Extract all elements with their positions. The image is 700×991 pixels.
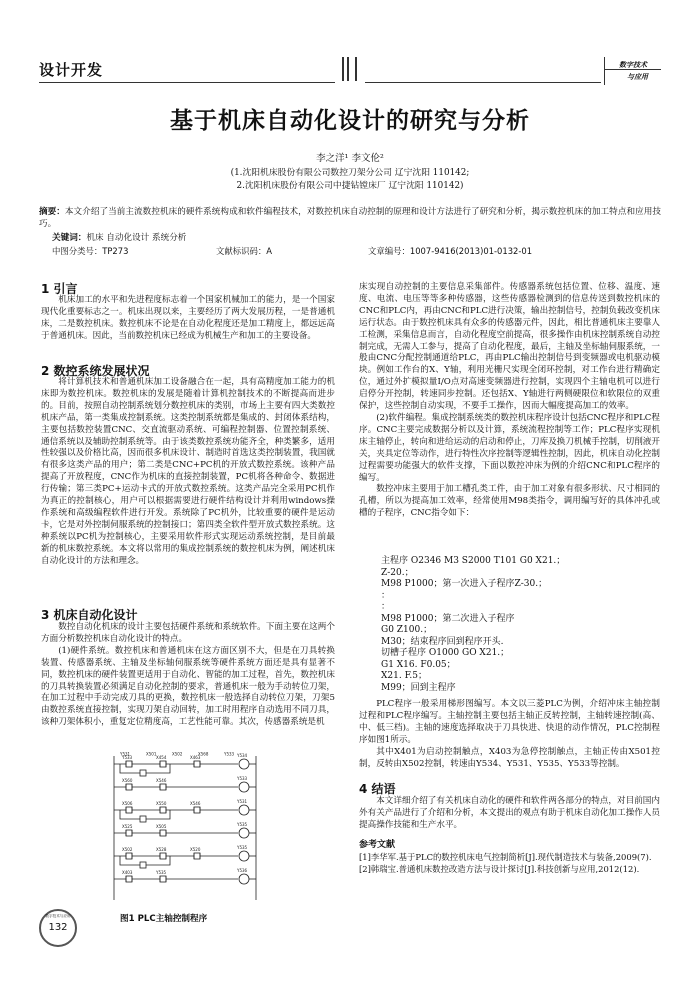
header-section-label: 设计开发 bbox=[39, 61, 104, 79]
paragraph: 机床加工的水平和先进程度标志着一个国家机械加工的能力，是一个国家现代化重要标志之一。机床出现以来，主要经历了两大发展历程，一是普通机床，二是数控机床。数控机床不论是在自动化程度还是加工精度上，都远远高于普通机床。因此，当前数控机床已经成为机械生产和加工的主要设备。 bbox=[41, 295, 335, 341]
ladder-coil-label: Y533 bbox=[237, 776, 248, 781]
ladder-contact bbox=[194, 807, 200, 813]
header-bars bbox=[340, 57, 362, 81]
ladder-contact-label: X546 bbox=[156, 778, 167, 783]
ladder-coil-label: Y531 bbox=[237, 799, 248, 804]
journal-mark-line1: 数字技术 bbox=[619, 60, 647, 69]
keywords-label: 关键词： bbox=[52, 233, 87, 243]
ladder-branch-contact bbox=[140, 862, 146, 868]
section-4-heading: 4 结语 bbox=[359, 782, 396, 796]
section-2-heading: 2 数控系统发展状况 bbox=[41, 364, 150, 378]
ladder-top-label: X502 bbox=[172, 752, 183, 757]
clc-number: 中图分类号：TP273 bbox=[52, 246, 129, 256]
ladder-contact bbox=[160, 853, 166, 859]
ladder-contact-label: X550 bbox=[156, 801, 167, 806]
ladder-contact-label: X454 bbox=[156, 755, 167, 760]
paragraph: 其中X401为启动控制触点，X403为急停控制触点，主轴正传由X501控制，反转由X502控制，转速由Y534、Y531、Y535、Y533等控制。 bbox=[359, 746, 660, 769]
ladder-contact bbox=[126, 853, 132, 859]
figure-caption: 图1 PLC主轴控制程序 bbox=[120, 914, 208, 924]
ladder-contact bbox=[160, 784, 166, 790]
paragraph: PLC程序一般采用梯形图编写。本文以三菱PLC为例，介绍冲床主轴控制过程和PLC程序编写。主轴控制主要包括主轴正反转控制，主轴转速控制(高、中、低三档)。主轴的速度选择取决于刀具快进、快退的动作情况，PLC控制程序如图1所示。 bbox=[359, 699, 660, 745]
ladder-coil-label: Y535 bbox=[237, 822, 248, 827]
section-2-body bbox=[41, 377, 335, 568]
doc-code: 文献标识码：A bbox=[216, 246, 272, 256]
ladder-coil bbox=[239, 782, 249, 792]
section-3-right-conclusion bbox=[359, 699, 660, 770]
code-line: G1 X16. F0.05； bbox=[381, 659, 456, 670]
code-line: 切槽子程序 O1000 GO X21.； bbox=[381, 648, 510, 658]
reference-item: [2]韩瑞宝.普通机床数控改造方法与设计探讨[J].科技创新与应用,2012(12). bbox=[359, 864, 640, 874]
ladder-coil-label: Y535 bbox=[237, 845, 248, 850]
ladder-contact-label: Y533 bbox=[122, 755, 133, 760]
page-logo-text: 数字技术与应用 bbox=[45, 914, 71, 918]
ladder-contact bbox=[160, 876, 166, 882]
code-line: G0 Z100.； bbox=[381, 625, 433, 635]
ladder-coil bbox=[239, 851, 249, 861]
code-line: M98 P1000；第二次进入子程序 bbox=[381, 613, 515, 624]
ladder-coil bbox=[239, 874, 249, 884]
section-4-body bbox=[359, 796, 660, 832]
code-line: 主程序 O2346 M3 S2000 T101 G0 X21.； bbox=[381, 556, 566, 566]
ladder-top-label: Y533 bbox=[224, 752, 235, 757]
ladder-top-label: X568 bbox=[198, 752, 209, 757]
ladder-contact-label: Y535 bbox=[156, 870, 167, 875]
journal-mark-line2: 与应用 bbox=[627, 72, 648, 81]
reference-item: [1]李华军.基于PLC的数控机床电气控制简析[J].现代制造技术与装备,2009(7). bbox=[359, 852, 652, 862]
code-line: X21. F.5； bbox=[381, 671, 428, 681]
journal-mark bbox=[604, 57, 661, 85]
paragraph: 数控冲床主要用于加工槽孔类工件，由于加工对象有很多形状、尺寸相同的孔槽，所以为提高加工效率，经常使用M98类指令，调用编写好的具体冲孔或槽的子程序，CNC指令如下： bbox=[359, 484, 660, 519]
ladder-contact-label: X505 bbox=[156, 824, 167, 829]
paragraph: 将计算机技术和普通机床加工设备融合在一起，具有高精度加工能力的机床即为数控机床。数控机床的发展是随着计算机控制技术的不断提高而进步的。目前，按照自动控制系统划分数控机床的类别，市场上主要有四大类数控机床产品，第一类集成控制系统。这类控制系统都是集成的、封闭体系结构，主要包括数控装置CNC、交直流驱动系统、可编程控制器、位置控制系统、通信系统以及辅助控制系统等。由于该类数控系统功能齐全，种类繁多，适用性较强以及价格比高，因而很多机床设计、制造时首选这类控制装置，我国就有很多这类产品的用户；第二类是CNC+PC机的开放式数控系统。该种产品提高了开放程度，CNC作为机床的直接控制装置，PC机将各种命令、数据进行传输；第三类PC+运动卡式的开放式数控系统。这类产品完全采用PC机作为真正的控制核心，用户可以根据需要进行硬件结构设计并利用windows操作系统和高级编程软件进行开发。系统除了PC机外，比较重要的硬件是运动卡，它是对外控制伺服系统的控制接口；第四类全软件型开放式数控系统。这种系统以PC机为控制核心，主要采用软件形式实现运动系统控制，是目前最新的机床数控系统。本文将以常用的集成控制系统的数控机床为例，阐述机床自动化设计的方法和理念。 bbox=[41, 377, 335, 566]
ladder-contact bbox=[194, 761, 200, 767]
ladder-contact bbox=[160, 761, 166, 767]
keywords bbox=[52, 231, 186, 243]
page-number: 132 bbox=[48, 922, 68, 933]
ladder-contact bbox=[126, 876, 132, 882]
paragraph: 本文详细介绍了有关机床自动化的硬件和软件两各部分的特点，对目前国内外有关产品进行了介绍和分析，本文提出的观点有助于机床自动化加工操作人员提高操作技能和生产水平。 bbox=[359, 796, 660, 830]
abstract bbox=[39, 206, 661, 230]
section-1-body bbox=[41, 295, 335, 343]
ladder-coil bbox=[239, 828, 249, 838]
code-line: M30；结束程序回到程序开头. bbox=[381, 636, 504, 647]
section-3-right-body bbox=[359, 282, 660, 520]
ladder-branch-contact bbox=[140, 770, 146, 776]
ladder-top-label: Y531 bbox=[120, 752, 131, 757]
paragraph: 数控自动化机床的设计主要包括硬件系统和系统软件。下面主要在这两个方面分析数控机床自动化设计的特点。 bbox=[41, 622, 335, 644]
paper-title: 基于机床自动化设计的研究与分析 bbox=[170, 107, 530, 134]
ladder-contact bbox=[160, 830, 166, 836]
section-3-body bbox=[41, 622, 335, 729]
code-line: M98 P1000；第一次进入子程序Z-30.； bbox=[381, 579, 548, 589]
ladder-contact bbox=[126, 830, 132, 836]
ladder-contact-label: X506 bbox=[122, 801, 133, 806]
plc-ladder-diagram bbox=[110, 752, 260, 904]
ladder-contact-label: X546 bbox=[190, 801, 201, 806]
ladder-contact-label: X560 bbox=[122, 778, 133, 783]
ladder-contact-label: X525 bbox=[122, 824, 133, 829]
article-number: 文章编号：1007-9416(2013)01-0132-01 bbox=[368, 246, 533, 256]
code-line: ： bbox=[381, 602, 391, 612]
code-line: M99；回到主程序 bbox=[381, 682, 456, 693]
ladder-contact bbox=[126, 784, 132, 790]
ladder-contact bbox=[160, 807, 166, 813]
ladder-top-label: X501 bbox=[146, 752, 157, 757]
ladder-branch-contact bbox=[140, 816, 146, 822]
abstract-text: 本文介绍了当前主流数控机床的硬件系统构成和软件编程技术，对数控机床自动控制的原理和设计方法进行了研究和分析，揭示数控机床的加工特点和应用技巧。 bbox=[39, 207, 661, 229]
paragraph: 床实现自动控制的主要信息采集部件。传感器系统包括位置、位移、温度、速度、电流、电压等等多种传感器，这些传感器检测到的信息传送到数控机床的CNC和PLC内，再由CNC和PLC进行决策，输出控制信号，控制负载改变机床运行状态。由于数控机床具有众多的传感器元件，因此，相比普通机床主要靠人工检测，采集信息而言，自动化程度空前提高，很多操作由机床控制系统自动控制完成，无需人工参与，提高了自动化程度，最后，主轴及坐标轴伺服系统，一般由CNC分配控制通道给PLC，再由PLC输出控制信号到变频器或电机驱动模块。例如工作台的X、Y轴，利用光栅尺实现全闭环控制，对工作台进行精确定位，通过外扩模拟量I/O点对高速变频器进行控制，实现四个主轴电机可以进行启停分开控制，转速同步控制。还包括X、Y轴进行两侧硬限位和软限位的双重保护，这些控制自动实现，不要手工操作，因而大幅度提高加工的效率。 bbox=[359, 282, 660, 412]
ladder-coil bbox=[239, 759, 249, 769]
keywords-text: 机床 自动化设计 系统分析 bbox=[86, 233, 187, 243]
ladder-contact bbox=[126, 807, 132, 813]
page-badge bbox=[39, 909, 77, 947]
abstract-label: 摘要： bbox=[39, 207, 65, 217]
ladder-contact-label: X528 bbox=[156, 847, 167, 852]
section-1-heading: 1 引言 bbox=[41, 282, 78, 296]
code-line: Z-20.； bbox=[381, 567, 414, 578]
ladder-contact-label: X520 bbox=[190, 847, 201, 852]
paragraph: (1)硬件系统。数控机床和普通机床在这方面区别不大，但是在刀具转换装置、传感器系统、主轴及坐标轴伺服系统等硬件系统方面还是具有显著不同，数控机床的硬件装置更适用于自动化、智能的加工过程，首先，数控机床的刀具转换装置必须满足自动化控制的要求，普通机床一般为手动转位刀架，在加工过程中手动完成刀具的更换，数控机床一般选择自动转位刀架，刀架5由数控系统直接控制，实现刀架自动回转，加工时用程序自动选用不同刀具，该种刀架体积小，重复定位精度高，工艺性能可靠。其次，传感器系统是机 bbox=[41, 645, 335, 728]
affiliation-2: 2.沈阳机床股份有限公司中捷钻镗床厂 辽宁沈阳 110142) bbox=[236, 181, 464, 191]
ladder-coil-label: Y536 bbox=[237, 868, 248, 873]
ladder-contact-label: X463 bbox=[190, 755, 201, 760]
paragraph: (2)软件编程。集成控制系统类的数控机床程序设计包括CNC程序和PLC程序。CNC主要完成数据分析以及计算，系统流程控制等工作；PLC程序实现机床主轴停止，转向和进给运动的启动和停止，刀库及换刀机械手控制，切削液开关，夹具定位等动作，进行特性次序控制等逻辑性控制，因此，机床自动化控制过程需要功能强大的软件支撑，下面以数控冲床为例的介绍CNC和PLC程序的编写。 bbox=[359, 412, 660, 483]
ladder-contact-label: X502 bbox=[122, 847, 133, 852]
ladder-contact bbox=[126, 761, 132, 767]
affiliation-1: (1.沈阳机床股份有限公司数控刀架分公司 辽宁沈阳 110142; bbox=[230, 168, 470, 178]
ladder-coil bbox=[239, 805, 249, 815]
reference-list bbox=[359, 852, 660, 876]
ladder-contact-label: X403 bbox=[122, 870, 133, 875]
authors: 李之洋¹ 李文伦² bbox=[316, 153, 384, 164]
ladder-contact bbox=[194, 853, 200, 859]
code-line: ： bbox=[381, 590, 391, 601]
cnc-program-listing bbox=[381, 556, 660, 694]
header-divider-left bbox=[39, 82, 335, 83]
header-divider-right bbox=[365, 82, 601, 83]
section-3-heading: 3 机床自动化设计 bbox=[41, 608, 138, 622]
references-heading: 参考文献 bbox=[359, 840, 396, 850]
ladder-coil-label: Y534 bbox=[237, 753, 248, 758]
